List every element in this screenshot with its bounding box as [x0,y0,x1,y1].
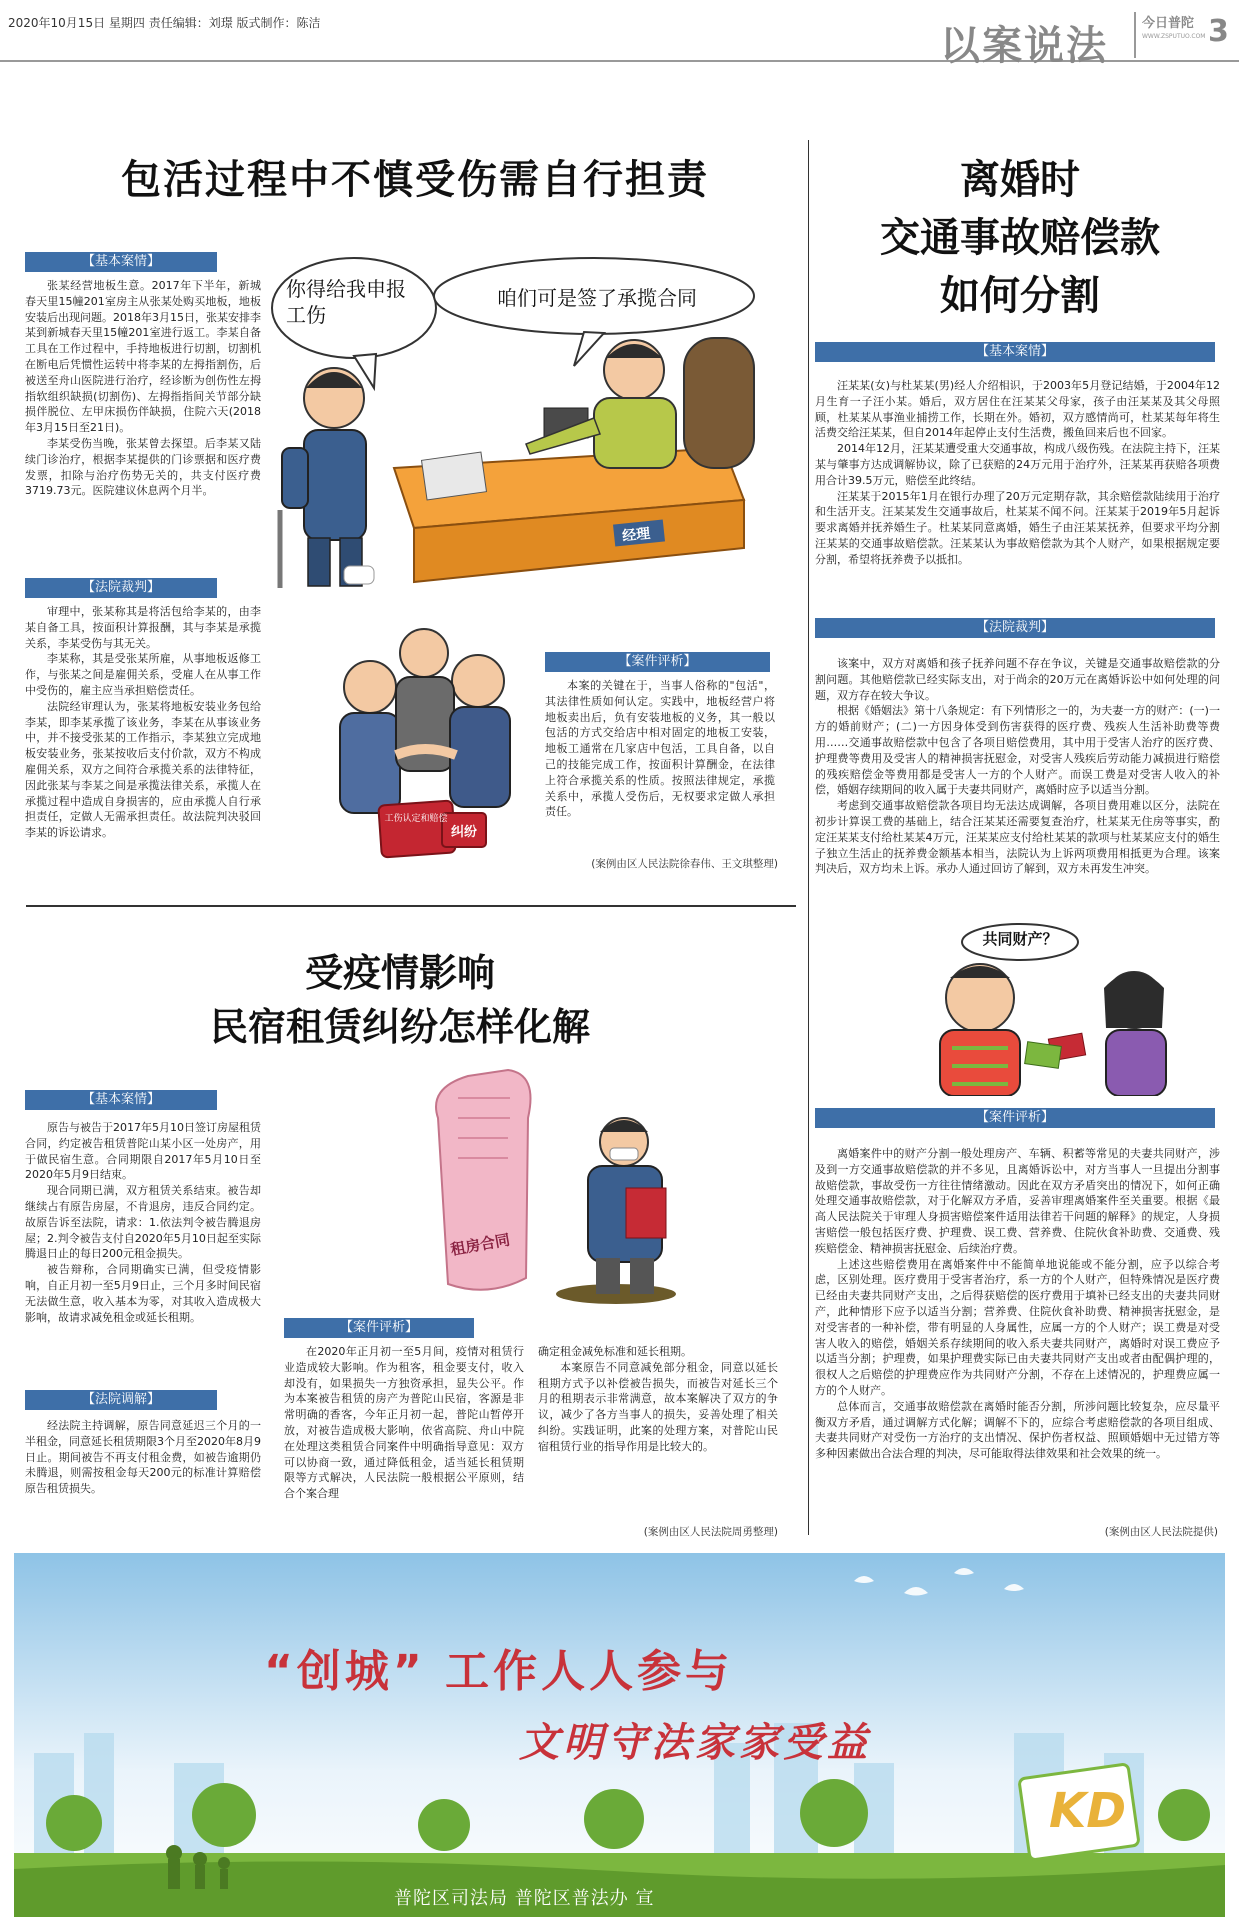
illus2-tag-label: 纠纷 [450,825,477,840]
page-header [0,0,1239,69]
paragraph: 该案中，双方对离婚和孩子抚养问题不存在争议，关键是交通事故赔偿款的分割问题。其他赔偿款已经实际支出，对于尚余的20万元在离婚诉讼中如何处理的问题，双方存在较大争议。 [815,657,1220,702]
paragraph: 根据《婚姻法》第十八条规定：有下列情形之一的，为夫妻一方的财产：(一)一方的婚前财产；(二)一方因身体受到伤害获得的医疗费、残疾人生活补助费等费用……交通事故赔偿款中包含了各项目赔偿费用，其中用于受害人治疗的医疗费、护理费等费用及受害人的精神损害抚慰金，对受害人残疾后劳动能力减损进行赔偿的残疾赔偿金等费用都是受害人一方的个人财产。而误工费是对受害人收入的补偿，婚姻存续期间的收入属于夫妻共同财产，离婚时应予以适当分割。 [815,704,1220,797]
paragraph: 总体而言，交通事故赔偿款在离婚时能否分割，所涉问题比较复杂，应尽量平衡双方矛盾，通过调解方式化解；调解不下的，应综合考虑赔偿款的各项目组成、夫妻共同财产对受伤一方治疗的支出情况、保护伤者权益、照顾婚姻中无过错方等多种因素做出合法合理的判决，尽可能取得法律效果和社会效果的统一。 [815,1399,1220,1461]
article2-headline-line1: 受疫情影响 [304,951,495,995]
paragraph: 离婚案件中的财产分割一般处理房产、车辆、积蓄等常见的夫妻共同财产，涉及到一方交通事故赔偿款的并不多见，且离婚诉讼中，对方当事人一旦提出分割事故赔偿款，事故受伤一方往往情绪激动。因此在双方矛盾突出的情况下，如何正确处理交通事故赔偿款，对于化解双方矛盾，妥善审理离婚案件至关重要。根据《最高人民法院关于审理人身损害赔偿案件适用法律若干问题的解释》的规定，人身损害赔偿一般包括医疗费、护理费、误工费、营养费、住院伙食补助费、交通费、残疾赔偿金、精神损害抚慰金、后续治疗费。 [815,1147,1220,1255]
paragraph: 本案原告不同意减免部分租金，同意以延长租期方式予以补偿被告损失，而被告对延长三个月的租期表示非常满意，故本案解决了双方的争议，减少了各方当事人的损失，妥善处理了相关纠纷。实践证明，此案的处理方案，对普陀山民宿租赁行业的指导作用是比较大的。 [538,1360,778,1453]
banner-slogan-2: 文明守法家家受益 [519,1720,871,1766]
paragraph: 汪某某于2015年1月在银行办理了20万元定期存款，其余赔偿款陆续用于治疗和生活开支。汪某某发生交通事故后，杜某某不闻不问。汪某某于2019年5月起诉要求离婚并抚养婚生子。杜某某同意离婚，婚生子由汪某某抚养，但要求平均分割汪某某的交通事故赔偿款。汪某某认为事故赔偿款为其个人财产，如果根据规定要分割，希望将抚养费予以抵扣。 [815,489,1220,566]
article3-tag-basic: 【基本案情】 [815,342,1215,362]
paragraph: 李某受伤当晚，张某曾去探望。后李某又陆续门诊治疗，根据李某提供的门诊票据和医疗费发票，扣除与治疗伤势无关的，共支付医疗费3719.73元。医院建议休息两个月半。 [25,436,261,498]
paragraph: 原告与被告于2017年5月10日签订房屋租赁合同，约定被告租赁普陀山某小区一处房产，用于做民宿生意。合同期限自2017年5月10日至2020年5月9日结束。 [25,1121,261,1182]
article3-tag-review: 【案件评析】 [815,1108,1215,1128]
article3-headline-line3: 如何分割 [940,273,1100,319]
public-service-banner [14,1553,1225,1917]
paragraph: 确定租金减免标准和延长租期。 [538,1345,692,1358]
paragraph: 被告辩称，合同期确实已满，但受疫情影响，自正月初一至5月9日止，三个月多时间民宿无法做生意，收入基本为零，对其收入造成极大影响，故请求减免租金或延长租期。 [25,1263,261,1324]
article3-headline-line2: 交通事故赔偿款 [880,215,1160,261]
article2-headline-line2: 民宿租赁纠纷怎样化解 [209,1005,590,1049]
newspaper-logo [1134,12,1204,58]
desk-sign: 经理 [621,525,651,545]
paragraph: 汪某某(女)与杜某某(男)经人介绍相识，于2003年5月登记结婚，于2004年12月生育一子汪小某。婚后，双方居住在汪某某父母家，孩子由汪某某及其父母照顾，杜某某从事渔业捕捞工作，长期在外。婚初，双方感情尚可，杜某某每年将生活费交给汪某某，但自2014年起停止支付生活费，搬鱼回来后也不回家。 [815,379,1220,440]
banner-issuer: 普陀区司法局 普陀区普法办 宣 [394,1888,655,1909]
article2-review-col2 [538,1344,778,1455]
article3-tag-court: 【法院裁判】 [815,618,1215,638]
paragraph: 现合同期已满，双方租赁关系结束。被告却继续占有原告房屋，不肯退房，违反合同约定。故原告诉至法院，请求：1.依法判令被告腾退房屋；2.判令被告支付自2020年5月10日起至实际腾退日止的每日200元租金损失。 [25,1184,261,1261]
article2-credit: (案例由区人民法院周勇整理) [643,1526,778,1538]
article1-headline: 包活过程中不慎受伤需自行担责 [121,157,709,203]
illustration-couple-quarrel [900,918,1200,1096]
section-title: 以案说法 [940,23,1108,69]
column-divider [808,140,809,1535]
article1-tag-review: 【案件评析】 [545,652,770,672]
paragraph: 经法院主持调解，原告同意延迟三个月的一半租金，同意延长租赁期限3个月至2020年8月9日止。期间被告不再支付租金费，如被告逾期仍未腾退，则需按租金每天200元的标准计算赔偿原告租赁损失。 [25,1419,261,1496]
article1-court-text [25,604,261,841]
article1-tag-court: 【法院裁判】 [25,578,217,598]
paragraph: 在2020年正月初一至5月间，疫情对租赁行业造成较大影响。作为租客，租金要支付，收入却没有，如果损失一方独资承担，显失公平。作为本案被告租赁的房产为普陀山民宿，客源是非常明确的香客，今年正月初一起，普陀山暂停开放，对被告造成极大影响，依省高院、舟山中院在处理这类租赁合同案件中明确指导意见：双方可以协商一致，通过降低租金，适当延长租赁期限等方式解决，人民法院一般根据公平原则，结合个案合理 [284,1345,524,1501]
paragraph: 审理中，张某称其是将活包给李某的，由李某自备工具，按面积计算报酬，其与李某是承揽关系，李某受伤与其无关。 [25,605,261,650]
article1-basic-text [25,278,261,499]
paragraph: 张某经营地板生意。2017年下半年，新城春天里15幢201室房主从张某处购买地板，地板安装后出现问题。2018年3月15日，张某安排李某到新城春天里15幢201室进行返工。李某自备工具在工作过程中，手持地板进行切割，切割机在断电后凭惯性运转中将李某的左拇指割伤，后被送至舟山医院进行治疗，经诊断为创伤性左拇指软组织缺损(切割伤)、左拇指指间关节部分缺损伴脱位、左甲床损伤伴缺损，住院六天(2018年3月15日至21日)。 [25,279,261,435]
article3-basic-text [815,378,1220,568]
page-number: 3 [1208,14,1229,49]
paragraph: 法院经审理认为，张某将地板安装业务包给李某，即李某承揽了该业务，李某在从事该业务中，并不接受张某的工作指示，李某独立完成地板安装业务，张某按收后支付价款，双方不构成雇佣关系，双方之间符合承揽关系的法律特征，因此张某与李某之间是承揽法律关系，承揽人在承揽过程中造成自身损害的，应由承揽人自行承担责任，定做人无需承担责任。故法院判决驳回李某的诉讼请求。 [25,699,261,840]
paragraph: 考虑到交通事故赔偿款各项目均无法达成调解，各项目费用难以区分，法院在初步计算误工费的基础上，结合汪某某还需要复查治疗，杜某某无住房等事实，酌定汪某某支付给杜某某4万元，汪某某应支付给杜某某的款项与杜某某应支付的婚生子独立生活止的抚养费金额基本相当，法院认为上诉两项费用相抵更为合理。该案判决后，双方均未上诉。承办人通过回访了解到，双方未再发生冲突。 [815,799,1220,876]
paragraph: 李某称，其是受张某所雇，从事地板返修工作，与张某之间是雇佣关系，受雇人在从事工作中受伤的，雇主应当承担赔偿责任。 [25,652,261,697]
illus2-book-label: 工伤认定和赔偿 [384,814,448,824]
article2-review-col1 [284,1344,524,1502]
illus-bubble-manager: 咱们可是签了承揽合同 [497,286,697,310]
article2-tag-mediate: 【法院调解】 [25,1390,217,1410]
article2-mediate-text [25,1418,261,1497]
article2-tag-review: 【案件评析】 [284,1318,474,1338]
paragraph: 2014年12月，汪某某遭受重大交通事故，构成八级伤残。在法院主持下，汪某某与肇事方达成调解协议，除了已获赔的24万元用于治疗外，汪某某再获赔各项费用合计39.5万元，赔偿至此终结。 [815,442,1220,487]
issue-meta: 2020年10月15日 星期四 责任编辑：刘璟 版式制作：陈洁 [8,16,321,30]
article2-basic-text [25,1120,261,1325]
banner-badge: KD [1049,1783,1127,1839]
illustration-handshake [300,625,534,861]
article3-review-text [815,1146,1220,1462]
logo-url: WWW.ZSPUTUO.COM [1142,33,1206,40]
illus-bubble-couple: 共同财产？ [982,930,1058,948]
illus-contract-label: 租房合同 [449,1230,512,1259]
banner-slogan-1: “创城” 工作人人参与 [264,1646,734,1697]
illustration-contract-doctor [398,1058,688,1320]
article3-headline-line1: 离婚时 [960,157,1080,203]
illus-bubble-worker: 你得给我申报工伤 [286,277,406,327]
article1-credit: (案例由区人民法院徐春伟、王文琪整理) [591,858,778,870]
article2-tag-basic: 【基本案情】 [25,1090,217,1110]
article1-tag-basic: 【基本案情】 [25,252,217,272]
article3-court-text [815,656,1220,877]
article1-review-text [545,678,775,820]
illustration-worker-manager [264,248,772,596]
paragraph: 本案的关键在于，当事人俗称的"包活"，其法律性质如何认定。实践中，地板经营户将地板卖出后，负有安装地板的义务，其一般以包活的方式交给店中相对固定的地板工安装，地板工通常在几家店中包活，工具自备，以自己的技能完成工作，按面积计算酬金，在法律上符合承揽关系的性质。按照法律规定，承揽关系中，承揽人受伤后，无权要求定做人承担责任。 [545,679,775,819]
article-divider [26,905,796,907]
logo-title: 今日普陀 [1142,16,1195,31]
paragraph: 上述这些赔偿费用在离婚案件中不能简单地说能或不能分割，应予以综合考虑，区别处理。医疗费用于受害者治疗，系一方的个人财产，但特殊情况是医疗费已经由夫妻共同财产支出，之后得获赔偿的医疗费用于填补已经支出的夫妻共同财产，此种情形下应予以适当分割；营养费、住院伙食补助费、精神损害抚慰金，是对受害者的一种补偿，带有明显的人身属性，应属一方的个人财产；误工费是对受害人收入的赔偿，婚姻关系存续期间的收入系夫妻共同财产，离婚时对误工费应予以适当分割；护理费，如果护理费实际已由夫妻共同财产支出或者由配偶护理的，很权人之后赔偿的护理费应作为共同财产分割，不存在上述情况的，护理费应属一方的个人财产。 [815,1257,1220,1397]
article3-credit: (案例由区人民法院提供) [1104,1526,1218,1538]
